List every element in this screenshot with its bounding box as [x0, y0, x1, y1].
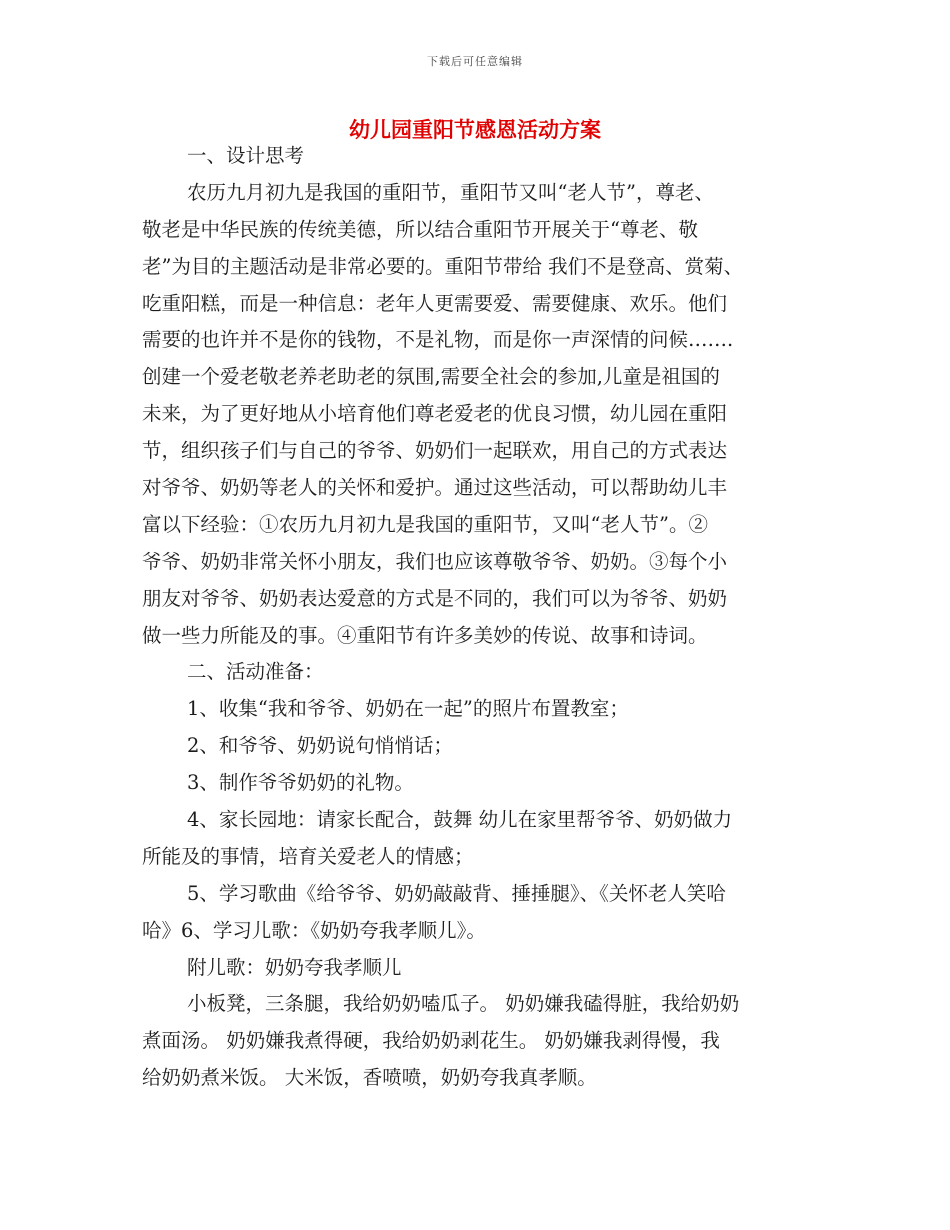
list-item: 2、和爷爷、奶奶说句悄悄话；: [187, 734, 453, 758]
paragraph-line: 对爷爷、奶奶等老人的关怀和爱护。通过这些活动，可以帮助幼儿丰: [142, 476, 728, 500]
paragraph-line: 做一些力所能及的事。④重阳节有许多美妙的传说、故事和诗词。: [142, 623, 708, 647]
song-line: 给奶奶煮米饭。 大米饭，香喷喷，奶奶夸我真孝顺。: [142, 1066, 597, 1090]
paragraph-line: 爷爷、奶奶非常关怀小朋友，我们也应该尊敬爷爷、奶奶。③每个小: [142, 549, 728, 573]
paragraph-line: 需要的也许并不是你的钱物，不是礼物，而是你一声深情的问候…….: [142, 328, 734, 352]
section-heading-design: 一、设计思考: [187, 144, 305, 167]
paragraph-line: 敬老是中华民族的传统美德，所以结合重阳节开展关于“尊老、敬: [142, 217, 698, 241]
document-body: [142, 138, 832, 1097]
paragraph-line: 节，组织孩子们与自己的爷爷、奶奶们一起联欢，用自己的方式表达: [142, 439, 728, 463]
paragraph-line: 农历九月初九是我国的重阳节，重阳节又叫“老人节”，尊老、: [187, 180, 714, 204]
paragraph-line: 富以下经验：①农历九月初九是我国的重阳节，又叫“老人节”。②: [142, 512, 708, 536]
paragraph-line: 吃重阳糕，而是一种信息：老年人更需要爱、需要健康、欢乐。他们: [142, 291, 728, 315]
song-heading: 附儿歌：奶奶夸我孝顺儿: [187, 955, 402, 979]
list-item-continued: 所能及的事情，培育关爱老人的情感；: [142, 844, 474, 868]
section-heading-preparation: 二、活动准备：: [187, 660, 324, 684]
document-title: 幼儿园重阳节感恩活动方案: [349, 118, 601, 142]
list-item: 3、制作爷爷奶奶的礼物。: [187, 771, 414, 795]
paragraph-line: 朋友对爷爷、奶奶表达爱意的方式是不同的，我们可以为爷爷、奶奶: [142, 586, 728, 610]
list-item-continued: 哈》6、学习儿歌：《奶奶夸我孝顺儿》。: [142, 918, 486, 942]
paragraph-line: 老”为目的主题活动是非常必要的。重阳节带给 我们不是登高、赏菊、: [142, 254, 744, 278]
list-item: 5、学习歌曲《给爷爷、奶奶敲敲背、捶捶腿》、《关怀老人笑哈: [187, 881, 726, 905]
list-item: 1、收集“我和爷爷、奶奶在一起”的照片布置教室；: [187, 697, 629, 721]
paragraph-line: 创建一个爱老敬老养老助老的氛围,需要全社会的参加,儿童是祖国的: [142, 365, 720, 389]
paragraph-line: 未来，为了更好地从小培育他们尊老爱老的优良习惯，幼儿园在重阳: [142, 402, 728, 426]
song-line: 小板凳，三条腿，我给奶奶嗑瓜子。 奶奶嫌我磕得脏，我给奶奶: [187, 992, 740, 1016]
list-item: 4、家长园地：请家长配合，鼓舞 幼儿在家里帮爷爷、奶奶做力: [187, 808, 733, 832]
song-line: 煮面汤。 奶奶嫌我煮得硬，我给奶奶剥花生。 奶奶嫌我剥得慢，我: [142, 1029, 720, 1053]
page-header-note: 下载后可任意编辑: [427, 55, 523, 68]
